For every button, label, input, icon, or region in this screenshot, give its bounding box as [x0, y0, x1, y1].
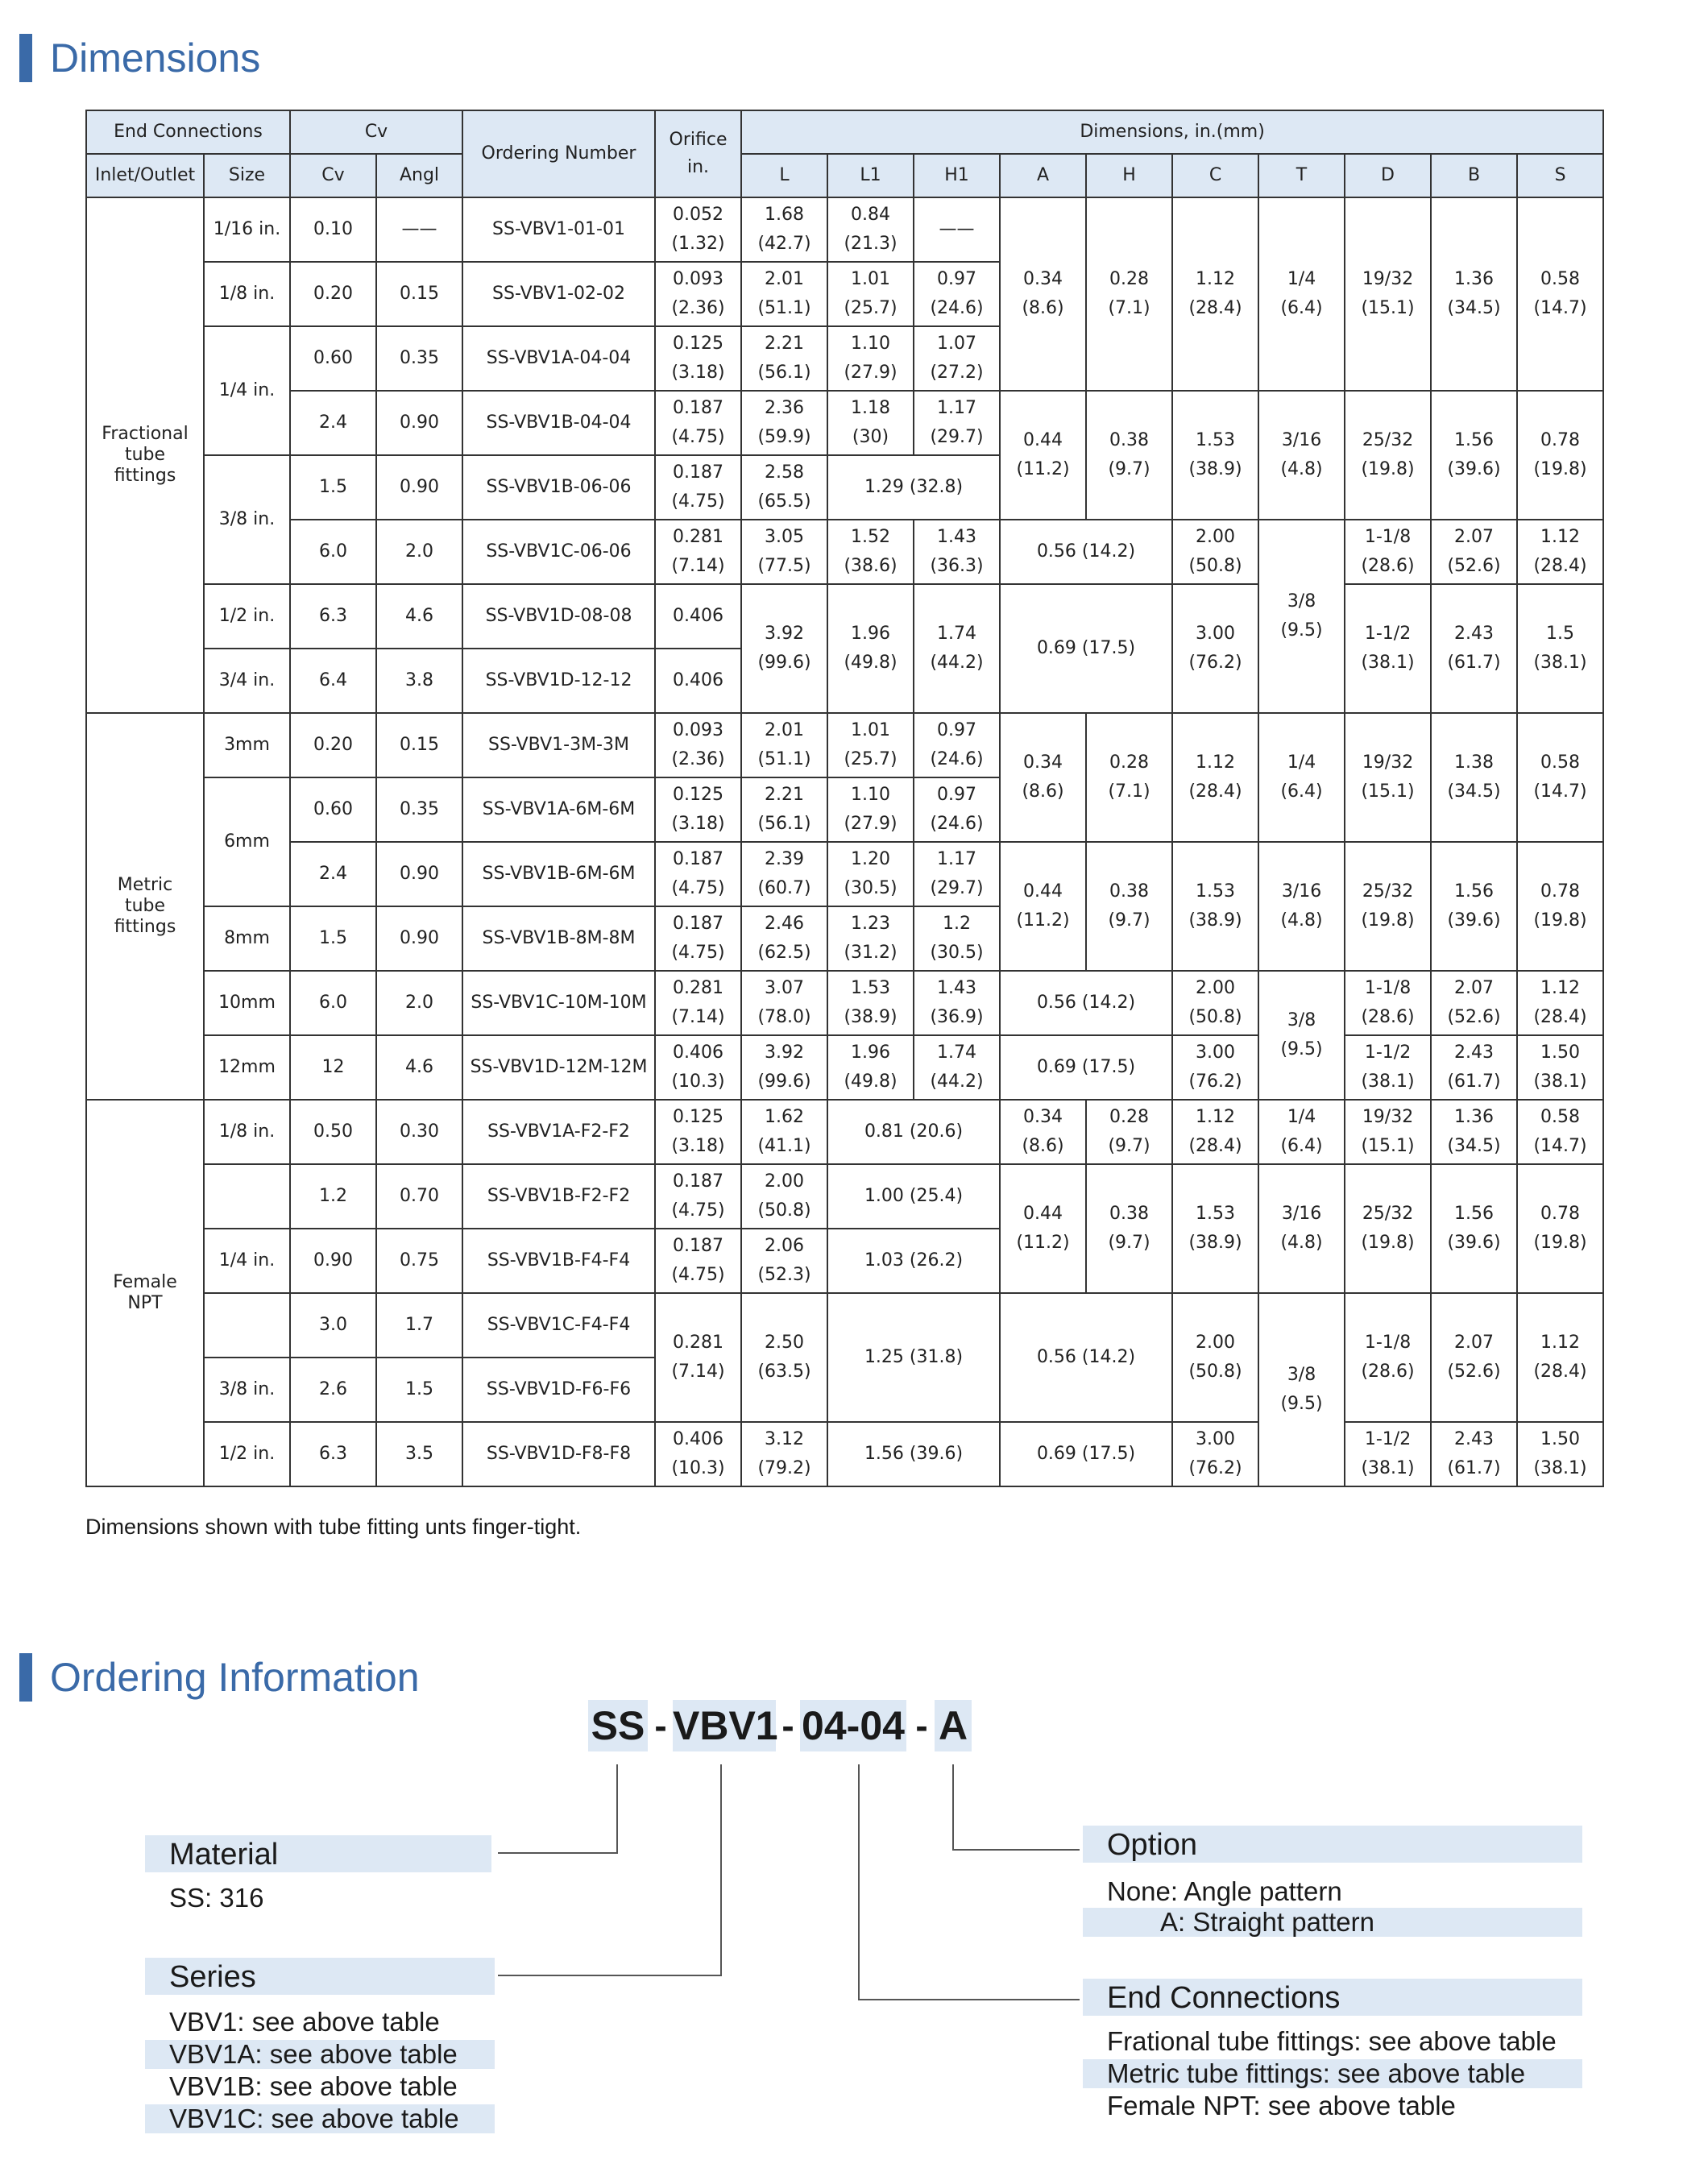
a-cell: 0.44 (11.2) [1000, 1164, 1086, 1293]
angl-cell: 0.30 [376, 1100, 462, 1164]
angl-cell: 1.5 [376, 1358, 462, 1422]
a-h-cell: 0.56 (14.2) [1000, 971, 1172, 1035]
angl-cell: 0.75 [376, 1229, 462, 1293]
header-end-connections: End Connections [86, 110, 290, 154]
ordering-number-cell: SS-VBV1D-F6-F6 [462, 1358, 655, 1422]
c-cell: 2.00 (50.8) [1172, 1293, 1258, 1422]
ordering-number-cell: SS-VBV1B-04-04 [462, 391, 655, 455]
h1-cell: 1.43 (36.9) [914, 971, 1000, 1035]
cv-cell: 6.0 [290, 520, 376, 584]
ordering-number-cell: SS-VBV1D-12-12 [462, 649, 655, 713]
c-cell: 1.12 (28.4) [1172, 713, 1258, 842]
d-cell: 1-1/8 (28.6) [1345, 971, 1431, 1035]
header-d: D [1345, 154, 1431, 197]
header-angl: Angl [376, 154, 462, 197]
h-cell: 0.28 (7.1) [1086, 197, 1172, 391]
l1-cell: 1.01 (25.7) [827, 713, 914, 777]
ordering-number-cell: SS-VBV1D-12M-12M [462, 1035, 655, 1100]
code-part-series: VBV1 [673, 1700, 776, 1751]
end-connections-label: End Connections [1083, 1979, 1582, 2016]
l1-h1-cell: 1.56 (39.6) [827, 1422, 1000, 1486]
orifice-cell: 0.187 (4.75) [655, 906, 741, 971]
l1-h1-cell: 1.29 (32.8) [827, 455, 1000, 520]
h1-cell: 0.97 (24.6) [914, 713, 1000, 777]
l1-h1-cell: 1.25 (31.8) [827, 1293, 1000, 1422]
size-cell: 10mm [204, 971, 290, 1035]
s-cell: 0.78 (19.8) [1517, 842, 1603, 971]
size-cell: 1/4 in. [204, 1229, 290, 1293]
ordering-number-cell: SS-VBV1-02-02 [462, 262, 655, 326]
t-cell: 3/16 (4.8) [1258, 391, 1345, 520]
b-cell: 2.07 (52.6) [1431, 1293, 1517, 1422]
s-cell: 0.58 (14.7) [1517, 713, 1603, 842]
l-cell: 3.92 (99.6) [741, 584, 827, 713]
cv-cell: 0.50 [290, 1100, 376, 1164]
d-cell: 1-1/2 (38.1) [1345, 1035, 1431, 1100]
s-cell: 1.12 (28.4) [1517, 971, 1603, 1035]
d-cell: 1-1/2 (38.1) [1345, 584, 1431, 713]
d-cell: 1-1/8 (28.6) [1345, 520, 1431, 584]
l-cell: 2.50 (63.5) [741, 1293, 827, 1422]
b-cell: 1.56 (39.6) [1431, 391, 1517, 520]
size-cell: 12mm [204, 1035, 290, 1100]
angl-cell: 2.0 [376, 520, 462, 584]
t-cell: 3/8 (9.5) [1258, 1293, 1345, 1486]
angl-cell: —— [376, 197, 462, 262]
orifice-cell: 0.052 (1.32) [655, 197, 741, 262]
h1-cell: —— [914, 197, 1000, 262]
size-cell: 3/8 in. [204, 455, 290, 584]
b-cell: 1.36 (34.5) [1431, 197, 1517, 391]
cv-cell: 2.4 [290, 842, 376, 906]
a-h-cell: 0.69 (17.5) [1000, 584, 1172, 713]
t-cell: 1/4 (6.4) [1258, 1100, 1345, 1164]
angl-cell: 3.5 [376, 1422, 462, 1486]
c-cell: 1.53 (38.9) [1172, 391, 1258, 520]
connector-end-connections [859, 1764, 1080, 2000]
code-part-material: SS [588, 1700, 648, 1751]
c-cell: 3.00 (76.2) [1172, 584, 1258, 713]
h1-cell: 1.17 (29.7) [914, 842, 1000, 906]
orifice-cell: 0.187 (4.75) [655, 1164, 741, 1229]
angl-cell: 0.90 [376, 455, 462, 520]
orifice-cell: 0.187 (4.75) [655, 391, 741, 455]
angl-cell: 4.6 [376, 584, 462, 649]
l-cell: 3.07 (78.0) [741, 971, 827, 1035]
option-label: Option [1083, 1826, 1582, 1863]
connector-series [498, 1764, 721, 1975]
a-h-cell: 0.69 (17.5) [1000, 1035, 1172, 1100]
l-cell: 2.21 (56.1) [741, 777, 827, 842]
l1-h1-cell: 1.00 (25.4) [827, 1164, 1000, 1229]
h1-cell: 0.97 (24.6) [914, 777, 1000, 842]
b-cell: 1.36 (34.5) [1431, 1100, 1517, 1164]
b-cell: 2.07 (52.6) [1431, 520, 1517, 584]
b-cell: 1.38 (34.5) [1431, 713, 1517, 842]
l1-cell: 1.96 (49.8) [827, 584, 914, 713]
code-part-end-connections: 04-04 [800, 1700, 906, 1751]
t-cell: 3/8 (9.5) [1258, 971, 1345, 1100]
orifice-cell: 0.406 [655, 584, 741, 649]
l1-cell: 1.01 (25.7) [827, 262, 914, 326]
size-cell: 1/8 in. [204, 262, 290, 326]
ordering-number-cell: SS-VBV1C-F4-F4 [462, 1293, 655, 1358]
angl-cell: 1.7 [376, 1293, 462, 1358]
h1-cell: 1.2 (30.5) [914, 906, 1000, 971]
angl-cell: 0.70 [376, 1164, 462, 1229]
l1-cell: 1.18 (30) [827, 391, 914, 455]
header-ordering-number: Ordering Number [462, 110, 655, 197]
header-b: B [1431, 154, 1517, 197]
l-cell: 2.36 (59.9) [741, 391, 827, 455]
l-cell: 2.01 (51.1) [741, 713, 827, 777]
orifice-cell: 0.281 (7.14) [655, 971, 741, 1035]
ordering-number-cell: SS-VBV1B-8M-8M [462, 906, 655, 971]
s-cell: 0.58 (14.7) [1517, 1100, 1603, 1164]
end-connections-item: Metric tube fittings: see above table [1107, 2058, 1526, 2088]
l-cell: 2.39 (60.7) [741, 842, 827, 906]
l-cell: 3.05 (77.5) [741, 520, 827, 584]
orifice-cell: 0.281 (7.14) [655, 1293, 741, 1422]
size-cell: 3/4 in. [204, 649, 290, 713]
s-cell: 0.58 (14.7) [1517, 197, 1603, 391]
ordering-number-cell: SS-VBV1-01-01 [462, 197, 655, 262]
l1-h1-cell: 0.81 (20.6) [827, 1100, 1000, 1164]
code-dash: - [781, 1705, 794, 1747]
angl-cell: 0.15 [376, 262, 462, 326]
cv-cell: 6.4 [290, 649, 376, 713]
b-cell: 2.43 (61.7) [1431, 1422, 1517, 1486]
d-cell: 25/32 (19.8) [1345, 842, 1431, 971]
h1-cell: 1.43 (36.3) [914, 520, 1000, 584]
h-cell: 0.38 (9.7) [1086, 1164, 1172, 1293]
angl-cell: 0.35 [376, 777, 462, 842]
h-cell: 0.28 (9.7) [1086, 1100, 1172, 1164]
a-cell: 0.34 (8.6) [1000, 1100, 1086, 1164]
l1-cell: 1.20 (30.5) [827, 842, 914, 906]
size-cell: 6mm [204, 777, 290, 906]
angl-cell: 4.6 [376, 1035, 462, 1100]
header-l: L [741, 154, 827, 197]
angl-cell: 0.90 [376, 906, 462, 971]
series-label: Series [145, 1958, 495, 1995]
cv-cell: 0.20 [290, 262, 376, 326]
a-cell: 0.34 (8.6) [1000, 197, 1086, 391]
header-cv-sub: Cv [290, 154, 376, 197]
cv-cell: 12 [290, 1035, 376, 1100]
header-cv: Cv [290, 110, 462, 154]
ordering-number-cell: SS-VBV1A-04-04 [462, 326, 655, 391]
l-cell: 2.21 (56.1) [741, 326, 827, 391]
l-cell: 1.62 (41.1) [741, 1100, 827, 1164]
cv-cell: 0.10 [290, 197, 376, 262]
s-cell: 1.12 (28.4) [1517, 520, 1603, 584]
s-cell: 1.5 (38.1) [1517, 584, 1603, 713]
cv-cell: 0.90 [290, 1229, 376, 1293]
size-cell: 1/4 in. [204, 326, 290, 455]
connector-option [953, 1764, 1080, 1850]
l-cell: 3.12 (79.2) [741, 1422, 827, 1486]
d-cell: 19/32 (15.1) [1345, 713, 1431, 842]
angl-cell: 0.90 [376, 842, 462, 906]
a-h-cell: 0.56 (14.2) [1000, 520, 1172, 584]
material-label: Material [145, 1835, 491, 1872]
s-cell: 1.50 (38.1) [1517, 1035, 1603, 1100]
dimensions-title: Dimensions [50, 35, 261, 81]
size-cell: 1/8 in. [204, 1100, 290, 1164]
c-cell: 1.12 (28.4) [1172, 197, 1258, 391]
connector-material [498, 1764, 617, 1853]
t-cell: 3/16 (4.8) [1258, 1164, 1345, 1293]
orifice-cell: 0.406 (10.3) [655, 1422, 741, 1486]
orifice-cell: 0.187 (4.75) [655, 842, 741, 906]
l1-cell: 1.53 (38.9) [827, 971, 914, 1035]
a-h-cell: 0.69 (17.5) [1000, 1422, 1172, 1486]
ordering-number-cell: SS-VBV1A-6M-6M [462, 777, 655, 842]
d-cell: 19/32 (15.1) [1345, 1100, 1431, 1164]
option-item: None: Angle pattern [1107, 1876, 1342, 1906]
angl-cell: 0.15 [376, 713, 462, 777]
angl-cell: 3.8 [376, 649, 462, 713]
header-h: H [1086, 154, 1172, 197]
c-cell: 1.53 (38.9) [1172, 842, 1258, 971]
orifice-cell: 0.125 (3.18) [655, 1100, 741, 1164]
d-cell: 19/32 (15.1) [1345, 197, 1431, 391]
c-cell: 2.00 (50.8) [1172, 520, 1258, 584]
cv-cell: 3.0 [290, 1293, 376, 1358]
cv-cell: 0.60 [290, 326, 376, 391]
code-dash: - [654, 1705, 667, 1747]
header-l1: L1 [827, 154, 914, 197]
b-cell: 2.07 (52.6) [1431, 971, 1517, 1035]
l1-h1-cell: 1.03 (26.2) [827, 1229, 1000, 1293]
ordering-number-cell: SS-VBV1B-06-06 [462, 455, 655, 520]
h-cell: 0.28 (7.1) [1086, 713, 1172, 842]
option-item: A: Straight pattern [1160, 1907, 1374, 1937]
h1-cell: 1.74 (44.2) [914, 584, 1000, 713]
series-item: VBV1: see above table [169, 2007, 440, 2037]
size-cell: 1/2 in. [204, 1422, 290, 1486]
l-cell: 2.46 (62.5) [741, 906, 827, 971]
series-item: VBV1A: see above table [169, 2039, 458, 2069]
size-cell: 1/2 in. [204, 584, 290, 649]
orifice-cell: 0.281 (7.14) [655, 520, 741, 584]
cv-cell: 6.3 [290, 584, 376, 649]
h-cell: 0.38 (9.7) [1086, 842, 1172, 971]
orifice-cell: 0.093 (2.36) [655, 262, 741, 326]
orifice-cell: 0.406 [655, 649, 741, 713]
h1-cell: 1.17 (29.7) [914, 391, 1000, 455]
cv-cell: 6.0 [290, 971, 376, 1035]
angl-cell: 0.35 [376, 326, 462, 391]
cv-cell: 2.6 [290, 1358, 376, 1422]
h1-cell: 0.97 (24.6) [914, 262, 1000, 326]
cv-cell: 1.5 [290, 455, 376, 520]
orifice-cell: 0.125 (3.18) [655, 326, 741, 391]
series-item: VBV1B: see above table [169, 2071, 458, 2101]
s-cell: 1.12 (28.4) [1517, 1293, 1603, 1422]
code-part-option: A [935, 1700, 972, 1751]
l1-cell: 1.10 (27.9) [827, 777, 914, 842]
ordering-number-cell: SS-VBV1-3M-3M [462, 713, 655, 777]
header-a: A [1000, 154, 1086, 197]
ordering-number-cell: SS-VBV1D-08-08 [462, 584, 655, 649]
a-h-cell: 0.56 (14.2) [1000, 1293, 1172, 1422]
category-metric: Metric tube fittings [86, 713, 204, 1100]
l-cell: 2.01 (51.1) [741, 262, 827, 326]
ordering-number-cell: SS-VBV1C-10M-10M [462, 971, 655, 1035]
c-cell: 1.12 (28.4) [1172, 1100, 1258, 1164]
ordering-number-cell: SS-VBV1C-06-06 [462, 520, 655, 584]
angl-cell: 2.0 [376, 971, 462, 1035]
cv-cell: 2.4 [290, 391, 376, 455]
b-cell: 2.43 (61.7) [1431, 584, 1517, 713]
d-cell: 1-1/2 (38.1) [1345, 1422, 1431, 1486]
size-cell: 8mm [204, 906, 290, 971]
h-cell: 0.38 (9.7) [1086, 391, 1172, 520]
c-cell: 3.00 (76.2) [1172, 1422, 1258, 1486]
c-cell: 2.00 (50.8) [1172, 971, 1258, 1035]
c-cell: 3.00 (76.2) [1172, 1035, 1258, 1100]
ordering-number-cell: SS-VBV1B-6M-6M [462, 842, 655, 906]
size-cell: 3/8 in. [204, 1358, 290, 1422]
l-cell: 2.58 (65.5) [741, 455, 827, 520]
size-cell: 1/16 in. [204, 197, 290, 262]
header-s: S [1517, 154, 1603, 197]
l1-cell: 1.10 (27.9) [827, 326, 914, 391]
table-note: Dimensions shown with tube fitting unts finger-tight. [85, 1515, 582, 1539]
b-cell: 1.56 (39.6) [1431, 842, 1517, 971]
end-connections-item: Female NPT: see above table [1107, 2091, 1456, 2120]
end-connections-item: Frational tube fittings: see above table [1107, 2026, 1557, 2056]
b-cell: 1.56 (39.6) [1431, 1164, 1517, 1293]
header-t: T [1258, 154, 1345, 197]
header-dimensions: Dimensions, in.(mm) [741, 110, 1603, 154]
orifice-cell: 0.187 (4.75) [655, 455, 741, 520]
ordering-number-cell: SS-VBV1A-F2-F2 [462, 1100, 655, 1164]
material-item: SS: 316 [169, 1883, 264, 1913]
b-cell: 2.43 (61.7) [1431, 1035, 1517, 1100]
t-cell: 3/8 (9.5) [1258, 520, 1345, 713]
ordering-number-cell: SS-VBV1B-F4-F4 [462, 1229, 655, 1293]
l-cell: 2.06 (52.3) [741, 1229, 827, 1293]
cv-cell: 6.3 [290, 1422, 376, 1486]
t-cell: 1/4 (6.4) [1258, 713, 1345, 842]
size-cell: 3mm [204, 713, 290, 777]
code-dash: - [915, 1705, 928, 1747]
d-cell: 1-1/8 (28.6) [1345, 1293, 1431, 1422]
cv-cell: 1.2 [290, 1164, 376, 1229]
l1-cell: 0.84 (21.3) [827, 197, 914, 262]
l1-cell: 1.96 (49.8) [827, 1035, 914, 1100]
ordering-number-cell: SS-VBV1D-F8-F8 [462, 1422, 655, 1486]
s-cell: 0.78 (19.8) [1517, 1164, 1603, 1293]
ordering-number-cell: SS-VBV1B-F2-F2 [462, 1164, 655, 1229]
l-cell: 2.00 (50.8) [741, 1164, 827, 1229]
angl-cell: 0.90 [376, 391, 462, 455]
header-inlet-outlet: Inlet/Outlet [86, 154, 204, 197]
l1-cell: 1.52 (38.6) [827, 520, 914, 584]
l-cell: 3.92 (99.6) [741, 1035, 827, 1100]
cv-cell: 0.20 [290, 713, 376, 777]
series-item: VBV1C: see above table [169, 2104, 459, 2133]
c-cell: 1.53 (38.9) [1172, 1164, 1258, 1293]
orifice-cell: 0.125 (3.18) [655, 777, 741, 842]
header-h1: H1 [914, 154, 1000, 197]
orifice-cell: 0.406 (10.3) [655, 1035, 741, 1100]
category-female-npt: Female NPT [86, 1100, 204, 1486]
orifice-cell: 0.187 (4.75) [655, 1229, 741, 1293]
h1-cell: 1.07 (27.2) [914, 326, 1000, 391]
cv-cell: 1.5 [290, 906, 376, 971]
h1-cell: 1.74 (44.2) [914, 1035, 1000, 1100]
d-cell: 25/32 (19.8) [1345, 391, 1431, 520]
s-cell: 0.78 (19.8) [1517, 391, 1603, 520]
a-cell: 0.44 (11.2) [1000, 391, 1086, 520]
orifice-cell: 0.093 (2.36) [655, 713, 741, 777]
header-size: Size [204, 154, 290, 197]
l1-cell: 1.23 (31.2) [827, 906, 914, 971]
category-fractional: Fractional tube fittings [86, 197, 204, 713]
a-cell: 0.34 (8.6) [1000, 713, 1086, 842]
cv-cell: 0.60 [290, 777, 376, 842]
ordering-title: Ordering Information [50, 1655, 420, 1700]
t-cell: 3/16 (4.8) [1258, 842, 1345, 971]
a-cell: 0.44 (11.2) [1000, 842, 1086, 971]
t-cell: 1/4 (6.4) [1258, 197, 1345, 391]
s-cell: 1.50 (38.1) [1517, 1422, 1603, 1486]
l-cell: 1.68 (42.7) [741, 197, 827, 262]
header-orifice: Orifice in. [655, 110, 741, 197]
d-cell: 25/32 (19.8) [1345, 1164, 1431, 1293]
header-c: C [1172, 154, 1258, 197]
